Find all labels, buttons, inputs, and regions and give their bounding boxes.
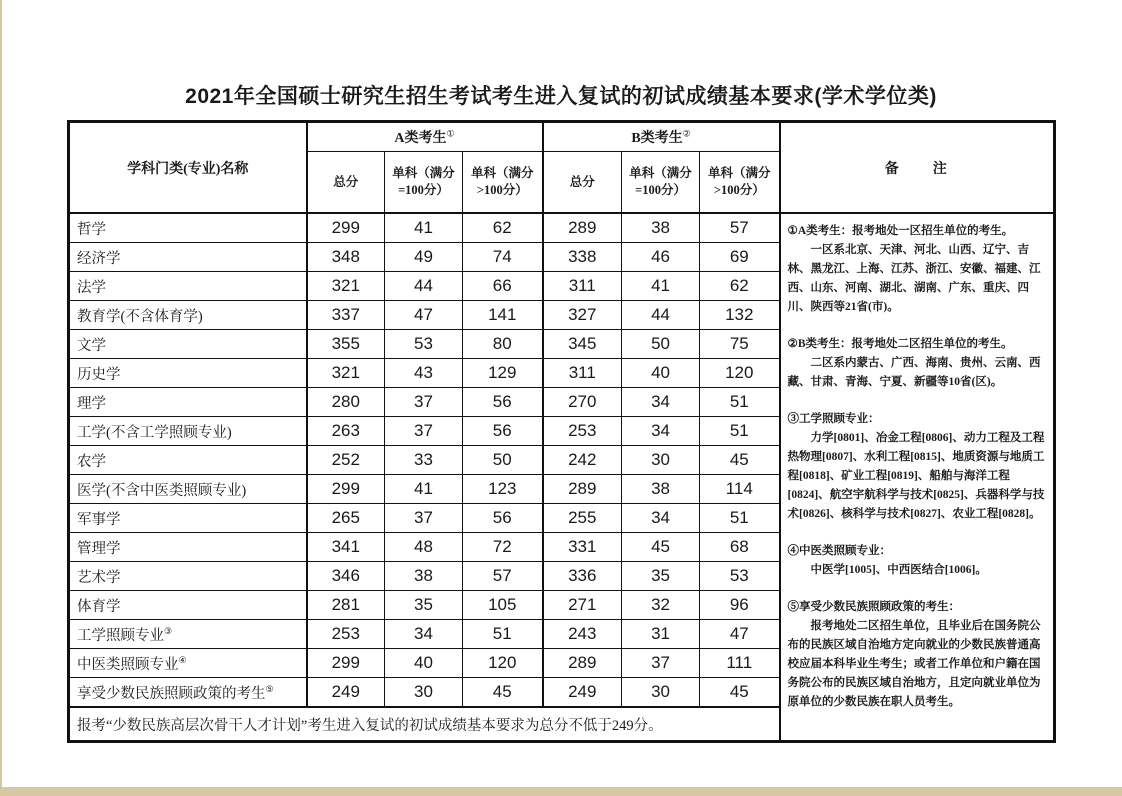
score-value: 34 xyxy=(622,388,700,417)
score-value: 255 xyxy=(543,504,622,533)
discipline-name: 艺术学 xyxy=(69,562,307,591)
score-value: 289 xyxy=(543,213,622,243)
discipline-name: 中医类照顾专业④ xyxy=(69,649,307,678)
score-value: 345 xyxy=(543,330,622,359)
score-value: 34 xyxy=(622,417,700,446)
score-value: 51 xyxy=(463,620,543,649)
score-value: 120 xyxy=(463,649,543,678)
column-header-discipline: 学科门类(专业)名称 xyxy=(69,122,307,214)
remark-note-head: ②B类考生：报考地处二区招生单位的考生。 xyxy=(787,338,1013,350)
discipline-name: 教育学(不含体育学) xyxy=(69,301,307,330)
note-superscript: ⑤ xyxy=(265,683,274,694)
score-value: 331 xyxy=(543,533,622,562)
score-value: 75 xyxy=(700,330,780,359)
score-value: 249 xyxy=(307,678,385,708)
score-value: 40 xyxy=(622,359,700,388)
remarks-cell xyxy=(780,213,1055,742)
score-value: 120 xyxy=(700,359,780,388)
page-title: 2021年全国硕士研究生招生考试考生进入复试的初试成绩基本要求(学术学位类) xyxy=(185,85,937,108)
discipline-name: 农学 xyxy=(69,446,307,475)
score-value: 123 xyxy=(463,475,543,504)
score-value: 243 xyxy=(543,620,622,649)
score-value: 271 xyxy=(543,591,622,620)
score-value: 45 xyxy=(622,533,700,562)
score-value: 280 xyxy=(307,388,385,417)
score-value: 348 xyxy=(307,243,385,272)
remark-note-body: 报考地处二区招生单位，且毕业后在国务院公布的民族区域自治地方定向就业的少数民族普通高校应届本科毕业生考生；或者工作单位和户籍在国务院公布的民族区域自治地方，且定向就业单位为原单位的少数民族在职人员考生。 xyxy=(787,620,1041,708)
column-header-remark: 备 注 xyxy=(780,122,1055,214)
score-value: 30 xyxy=(385,678,463,708)
remark-note-head: ①A类考生：报考地处一区招生单位的考生。 xyxy=(787,225,1014,237)
score-value: 41 xyxy=(385,213,463,243)
score-value: 289 xyxy=(543,475,622,504)
score-value: 46 xyxy=(622,243,700,272)
score-value: 56 xyxy=(463,417,543,446)
score-value: 34 xyxy=(622,504,700,533)
score-value: 336 xyxy=(543,562,622,591)
score-value: 35 xyxy=(385,591,463,620)
score-value: 56 xyxy=(463,388,543,417)
score-value: 53 xyxy=(385,330,463,359)
column-header-single-gt100-a xyxy=(463,152,543,214)
score-value: 37 xyxy=(385,504,463,533)
remark-note-head: ③工学照顾专业： xyxy=(787,413,880,425)
score-value: 50 xyxy=(463,446,543,475)
column-header-single-eq100-b xyxy=(622,152,700,214)
group-a-label: A类考生 xyxy=(394,131,447,146)
discipline-name: 体育学 xyxy=(69,591,307,620)
score-value: 270 xyxy=(543,388,622,417)
score-value: 31 xyxy=(622,620,700,649)
score-value: 35 xyxy=(622,562,700,591)
score-value: 37 xyxy=(622,649,700,678)
score-value: 44 xyxy=(622,301,700,330)
remark-note-body: 一区系北京、天津、河北、山西、辽宁、吉林、黑龙江、上海、江苏、浙江、安徽、福建、江西、山东、河南、湖北、湖南、广东、重庆、四川、陕西等21省(市)。 xyxy=(787,244,1041,313)
column-group-b xyxy=(543,122,780,152)
discipline-name: 工学照顾专业③ xyxy=(69,620,307,649)
remark-note-body: 中医学[1005]、中西医结合[1006]。 xyxy=(810,564,987,576)
score-value: 57 xyxy=(463,562,543,591)
score-value: 62 xyxy=(700,272,780,301)
score-value: 252 xyxy=(307,446,385,475)
score-value: 33 xyxy=(385,446,463,475)
score-value: 338 xyxy=(543,243,622,272)
score-value: 311 xyxy=(543,272,622,301)
score-value: 40 xyxy=(385,649,463,678)
score-value: 43 xyxy=(385,359,463,388)
column-header-single-gt100-b xyxy=(700,152,780,214)
score-value: 69 xyxy=(700,243,780,272)
subheader-line: 单科（满分 xyxy=(471,166,534,180)
score-value: 80 xyxy=(463,330,543,359)
subheader-line: >100分） xyxy=(476,183,528,197)
subheader-line: =100分） xyxy=(398,183,449,197)
score-value: 242 xyxy=(543,446,622,475)
remark-note-body: 二区系内蒙古、广西、海南、贵州、云南、西藏、甘肃、青海、宁夏、新疆等10省(区)。 xyxy=(787,357,1041,388)
discipline-name: 理学 xyxy=(69,388,307,417)
score-value: 253 xyxy=(543,417,622,446)
score-value: 37 xyxy=(385,417,463,446)
subheader-line: >100分） xyxy=(713,183,765,197)
remark-note xyxy=(788,598,1047,712)
score-value: 337 xyxy=(307,301,385,330)
score-value: 253 xyxy=(307,620,385,649)
score-value: 265 xyxy=(307,504,385,533)
remark-note-head: ⑤享受少数民族照顾政策的考生： xyxy=(787,601,961,613)
score-value: 44 xyxy=(385,272,463,301)
score-value: 281 xyxy=(307,591,385,620)
score-value: 346 xyxy=(307,562,385,591)
score-value: 51 xyxy=(700,388,780,417)
score-value: 45 xyxy=(700,678,780,708)
score-value: 68 xyxy=(700,533,780,562)
score-value: 41 xyxy=(385,475,463,504)
score-value: 38 xyxy=(622,475,700,504)
column-header-single-eq100-a xyxy=(385,152,463,214)
column-group-a xyxy=(307,122,543,152)
score-value: 47 xyxy=(700,620,780,649)
score-value: 114 xyxy=(700,475,780,504)
subheader-line: 单科（满分 xyxy=(392,166,455,180)
remark-note xyxy=(788,222,1047,317)
score-value: 48 xyxy=(385,533,463,562)
score-value: 111 xyxy=(700,649,780,678)
discipline-name: 文学 xyxy=(69,330,307,359)
remark-note-head: ④中医类照顾专业： xyxy=(787,545,892,557)
score-value: 299 xyxy=(307,475,385,504)
subheader-line: 单科（满分 xyxy=(708,166,771,180)
subheader-line: 单科（满分 xyxy=(629,166,692,180)
score-value: 50 xyxy=(622,330,700,359)
score-value: 105 xyxy=(463,591,543,620)
score-value: 299 xyxy=(307,213,385,243)
score-value: 49 xyxy=(385,243,463,272)
column-header-total-a: 总分 xyxy=(307,152,385,214)
score-value: 30 xyxy=(622,678,700,708)
discipline-name: 历史学 xyxy=(69,359,307,388)
score-value: 289 xyxy=(543,649,622,678)
note-superscript: ③ xyxy=(164,625,173,636)
score-value: 341 xyxy=(307,533,385,562)
group-header-row xyxy=(69,122,1055,152)
table-header xyxy=(69,122,1055,214)
score-value: 311 xyxy=(543,359,622,388)
score-table xyxy=(67,120,1056,743)
table-row xyxy=(69,213,1055,243)
subheader-line: =100分） xyxy=(635,183,686,197)
score-value: 38 xyxy=(385,562,463,591)
remark-note xyxy=(788,410,1047,524)
discipline-name: 法学 xyxy=(69,272,307,301)
discipline-name: 经济学 xyxy=(69,243,307,272)
group-a-superscript: ① xyxy=(446,128,455,139)
group-b-label: B类考生 xyxy=(631,131,683,146)
discipline-name: 管理学 xyxy=(69,533,307,562)
score-value: 299 xyxy=(307,649,385,678)
score-value: 30 xyxy=(622,446,700,475)
score-value: 34 xyxy=(385,620,463,649)
score-value: 45 xyxy=(463,678,543,708)
remark-note xyxy=(788,542,1047,580)
score-value: 321 xyxy=(307,272,385,301)
discipline-name: 哲学 xyxy=(69,213,307,243)
score-value: 53 xyxy=(700,562,780,591)
score-value: 129 xyxy=(463,359,543,388)
score-value: 96 xyxy=(700,591,780,620)
score-value: 47 xyxy=(385,301,463,330)
score-value: 66 xyxy=(463,272,543,301)
score-value: 38 xyxy=(622,213,700,243)
note-superscript: ④ xyxy=(178,654,187,665)
score-value: 45 xyxy=(700,446,780,475)
score-value: 72 xyxy=(463,533,543,562)
score-value: 263 xyxy=(307,417,385,446)
score-value: 56 xyxy=(463,504,543,533)
remark-note xyxy=(788,335,1047,392)
page-edge-left xyxy=(0,0,2,796)
score-value: 37 xyxy=(385,388,463,417)
score-value: 132 xyxy=(700,301,780,330)
discipline-name: 享受少数民族照顾政策的考生⑤ xyxy=(69,678,307,708)
score-value: 62 xyxy=(463,213,543,243)
column-header-total-b: 总分 xyxy=(543,152,622,214)
discipline-name: 医学(不含中医类照顾专业) xyxy=(69,475,307,504)
discipline-name: 军事学 xyxy=(69,504,307,533)
score-value: 51 xyxy=(700,504,780,533)
score-value: 249 xyxy=(543,678,622,708)
footer-note: 报考“少数民族高层次骨干人才计划”考生进入复试的初试成绩基本要求为总分不低于249分。 xyxy=(69,707,780,742)
score-value: 51 xyxy=(700,417,780,446)
score-value: 32 xyxy=(622,591,700,620)
score-value: 355 xyxy=(307,330,385,359)
score-value: 74 xyxy=(463,243,543,272)
score-table-body xyxy=(69,213,1055,742)
discipline-name: 工学(不含工学照顾专业) xyxy=(69,417,307,446)
score-value: 327 xyxy=(543,301,622,330)
score-value: 57 xyxy=(700,213,780,243)
page-edge-bottom xyxy=(0,787,1122,796)
score-value: 321 xyxy=(307,359,385,388)
score-value: 41 xyxy=(622,272,700,301)
group-b-superscript: ② xyxy=(682,128,691,139)
remark-note-body: 力学[0801]、冶金工程[0806]、动力工程及工程热物理[0807]、水利工程[0815]、地质资源与地质工程[0818]、矿业工程[0819]、船舶与海洋工程[0824]、航空宇航科学与技术[0825]、兵器科学与技术[0826]、核科学与技术[0827]、农业工程[0828]。 xyxy=(787,432,1045,520)
score-value: 141 xyxy=(463,301,543,330)
